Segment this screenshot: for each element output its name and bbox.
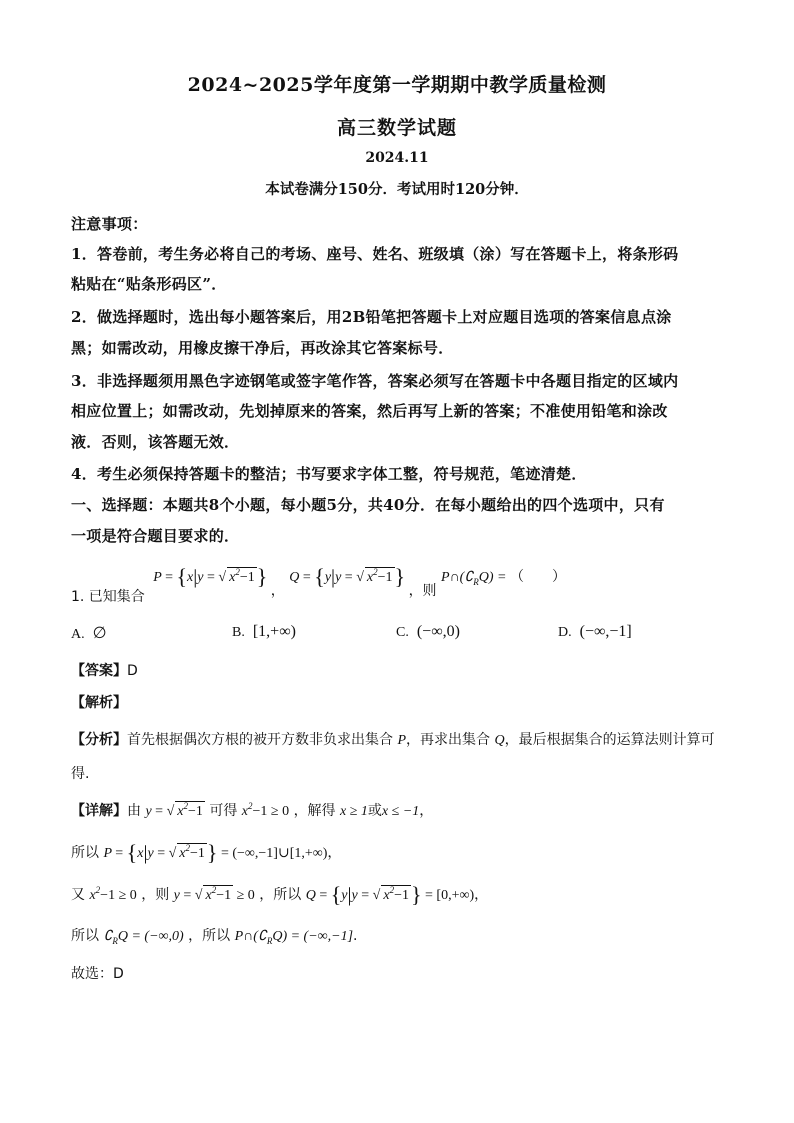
exam-title: 2024~2025学年度第一学期期中教学质量检测 xyxy=(187,74,607,96)
exam-date: 2024.11 xyxy=(365,150,429,166)
set-q-definition: Q = {y|y = √ $x^2-1$} xyxy=(289,564,406,589)
question-1-expression: $P\cap(∁_RQ)$ = xyxy=(441,570,507,587)
note-line: 相应位置上；如需改动，先划掉原来的答案，然后再写上新的答案；不准使用铅笔和涂改 xyxy=(71,402,668,420)
question-1-then: ，则 xyxy=(408,583,437,599)
exam-intro: 本试卷满分150分．考试用时120分钟． xyxy=(265,181,529,198)
option-c: C. (−∞,0) xyxy=(396,623,460,640)
option-d: D. (−∞,−1] xyxy=(558,623,632,640)
note-line: 3．非选择题须用黑色字迹钢笔或签字笔作答，答案必须写在答题卡中各题目指定的区域内 xyxy=(71,372,679,390)
notes-heading: 注意事项： xyxy=(71,215,148,233)
question-1-stem xyxy=(71,564,566,605)
detail-line-3: 又 $x^2-1 \ge 0$ ，则 y = √ $x^2-1 \ge 0$ ，所以 Q = {y|y = √ $x^2-1\} = [0,+\infty)$， xyxy=(71,882,489,907)
section-heading-line2: 一项是符合题目要求的． xyxy=(71,527,240,545)
set-p-definition: P = {x|y = √ $x^2-1$} xyxy=(153,564,268,589)
exam-subtitle: 高三数学试题 xyxy=(336,117,457,139)
note-line: 粘贴在“贴条形码区”． xyxy=(71,275,227,293)
option-a: A. ∅ xyxy=(71,625,107,642)
option-b: B. [1,+∞) xyxy=(232,623,296,640)
detail-line-2: 所以 P = {x|y = √ $x^2-1$} = (−∞,−1]∪[1,+∞)， xyxy=(71,840,342,865)
detail-line-1: 【详解】由 y = √ $x^2-1$ 可得 $x^2-1 \ge 0$ ，解得 x ≥ 1或x ≤ −1， xyxy=(71,801,434,819)
question-1-comma: ， xyxy=(270,583,285,599)
note-line: 1．答卷前，考生务必将自己的考场、座号、姓名、班级填（涂）写在答题卡上，将条形码 xyxy=(71,245,679,263)
note-line: 4．考生必须保持答题卡的整洁；书写要求字体工整，符号规范，笔迹清楚． xyxy=(71,465,587,483)
question-1-blank: （ ） xyxy=(509,569,566,585)
note-line: 2．做选择题时，选出每小题答案后，用2B铅笔把答题卡上对应题目选项的答案信息点涂 xyxy=(71,308,672,326)
fenxi-line-2: 得. xyxy=(71,766,90,782)
note-line: 液．否则，该答题无效． xyxy=(71,433,240,451)
note-line: 黑；如需改动，用橡皮擦干净后，再改涂其它答案标号． xyxy=(71,339,454,357)
fenxi-line-1: 【分析】首先根据偶次方根的被开方数非负求出集合 P，再求出集合 Q，最后根据集合的运算法则计算可 xyxy=(71,732,715,748)
conclusion-line: 故选：D xyxy=(71,966,124,982)
answer-line: 【答案】D xyxy=(71,663,138,679)
detail-line-4: 所以 $∁_RQ = (-\infty,0)$ ，所以 $P\cap(∁_RQ) = (-\infty,-1]$. xyxy=(71,928,358,946)
section-heading-line1: 一、选择题：本题共8个小题，每小题5分，共40分．在每小题给出的四个选项中，只有 xyxy=(71,496,665,514)
analysis-heading: 【解析】 xyxy=(71,695,127,711)
question-1-prefix: 1. 已知集合 xyxy=(71,589,145,605)
